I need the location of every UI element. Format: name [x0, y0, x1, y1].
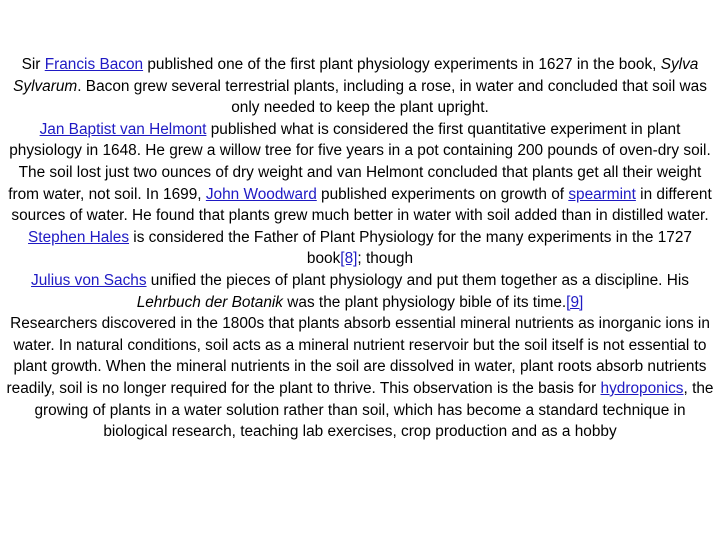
paragraph-text: published one of the first plant physiology experiments in 1627 in the book,	[143, 56, 661, 73]
paragraph-text: published experiments on growth of	[316, 185, 569, 203]
paragraph-text: , the growing of plants in a water solution rather than soil, which has become a standard technique in biological research, teaching lab exercises, crop production and as a hobby	[34, 379, 714, 441]
link-jan-baptist-van-helmont[interactable]: Jan Baptist van Helmont	[39, 120, 207, 138]
link-hydroponics[interactable]: hydroponics	[600, 379, 684, 397]
paragraph-text: ; though	[357, 250, 414, 268]
paragraph-text: was the plant physiology bible of its time.	[283, 293, 567, 311]
book-title-sylva-sylvarum: Sylva Sylvarum	[13, 56, 699, 95]
book-title-lehrbuch-der-botanik: Lehrbuch der Botanik	[136, 293, 283, 311]
paragraph-text: Sir	[21, 56, 45, 73]
paragraph-text: published what is considered the first quantitative experiment in plant physiology in 1648. He grew a willow tree for five years in a pot containing 200 pounds of oven-dry soil. The soil lost just two ounces of dry weight and van Helmont concluded that plants get all their weight from water, not soil. In 1699,	[8, 120, 711, 203]
link-francis-bacon[interactable]: Francis Bacon	[44, 56, 144, 73]
paragraph-text: . Bacon grew several terrestrial plants, including a rose, in water and concluded that soil was only needed to keep the plant upright.	[77, 77, 707, 117]
paragraph-text: Researchers discovered in the 1800s that plants absorb essential mineral nutrients as inorganic ions in water. In natural conditions, soil acts as a mineral nutrient reservoir but the soil itself is not essential to plant growth. When the mineral nutrients in the soil are dissolved in water, plant roots absorb nutrients readily, soil is no longer required for the plant to thrive. This observation is the basis for	[6, 315, 710, 397]
history-paragraph	[4, 54, 716, 443]
paragraph-text: in different sources of water. He found that plants grew much better in water with soil added than in distilled water.	[11, 185, 712, 225]
link-stephen-hales[interactable]: Stephen Hales	[28, 228, 130, 246]
reference-link-8[interactable]: [8]	[340, 250, 358, 268]
link-spearmint[interactable]: spearmint	[568, 185, 636, 203]
paragraph-text: is considered the Father of Plant Physiology for the many experiments in the 1727 book	[129, 228, 692, 268]
reference-link-9[interactable]: [9]	[566, 293, 584, 311]
document-body	[0, 54, 720, 443]
paragraph-text: unified the pieces of plant physiology and put them together as a discipline. His	[146, 271, 689, 289]
link-john-woodward[interactable]: John Woodward	[205, 185, 317, 203]
link-julius-von-sachs[interactable]: Julius von Sachs	[31, 271, 147, 289]
